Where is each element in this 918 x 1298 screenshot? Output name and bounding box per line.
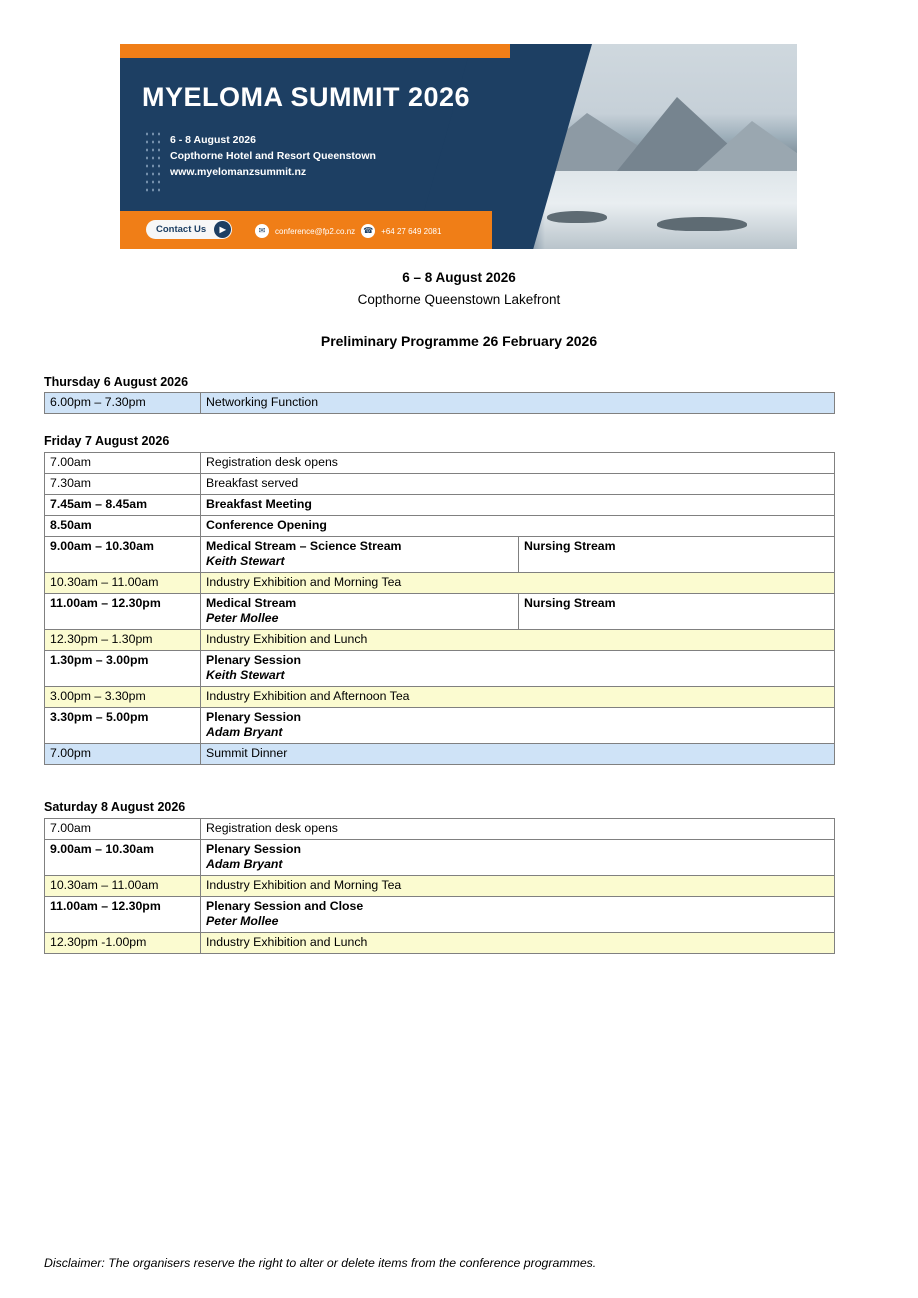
session-speaker: Adam Bryant [206,725,283,739]
session-time: 7.00am [45,819,201,840]
session-speaker: Keith Stewart [206,668,285,682]
session-title-text: Industry Exhibition and Afternoon Tea [206,689,410,703]
table-row [45,876,835,897]
table-row [45,453,835,474]
event-banner [120,44,797,249]
session-time: 10.30am – 11.00am [45,573,201,594]
session-title-text: Registration desk opens [206,821,338,835]
session-title [201,393,835,414]
session-speaker: Adam Bryant [206,857,283,871]
session-title-text: Industry Exhibition and Lunch [206,935,368,949]
table-row [45,708,835,744]
session-time: 1.30pm – 3.00pm [45,651,201,687]
session-time: 12.30pm -1.00pm [45,933,201,954]
session-title [201,537,519,573]
day-heading-saturday: Saturday 8 August 2026 [44,800,186,814]
session-title-text: Medical Stream [206,596,297,610]
banner-graphic [120,44,797,249]
session-speaker: Peter Mollee [206,914,279,928]
session-time: 7.45am – 8.45am [45,495,201,516]
contact-us-button[interactable] [146,220,232,239]
table-row [45,474,835,495]
session-title [201,744,835,765]
page-title: Preliminary Programme 26 February 2026 [320,333,598,349]
session-title-text: Registration desk opens [206,455,338,469]
session-title [201,651,835,687]
session-title-text: Industry Exhibition and Morning Tea [206,878,402,892]
table-row [45,819,835,840]
session-title-text: Breakfast served [206,476,299,490]
session-time: 11.00am – 12.30pm [45,897,201,933]
session-time: 3.00pm – 3.30pm [45,687,201,708]
session-title-text: Conference Opening [206,518,327,532]
banner-dot-pattern [144,130,164,192]
banner-contact-info [255,224,441,238]
banner-phone: +64 27 649 2081 [381,226,442,236]
session-title [201,876,835,897]
envelope-icon: ✉ [255,224,269,238]
session-time: 7.00pm [45,744,201,765]
table-row [45,630,835,651]
table-row [45,933,835,954]
day-heading-thursday: Thursday 6 August 2026 [44,375,189,389]
session-title-text: Plenary Session [206,653,302,667]
banner-detail-venue: Copthorne Hotel and Resort Queenstown [170,150,376,162]
session-title-text: Summit Dinner [206,746,288,760]
table-row [45,537,835,573]
banner-email: conference@fp2.co.nz [275,226,356,236]
session-time: 10.30am – 11.00am [45,876,201,897]
table-row [45,594,835,630]
session-title [201,708,835,744]
session-speaker: Keith Stewart [206,554,285,568]
event-venue: Copthorne Queenstown Lakefront [357,292,561,307]
session-title [201,933,835,954]
session-title-text: Medical Stream – Science Stream [206,539,402,553]
phone-icon: ☎ [361,224,375,238]
session-title [201,495,835,516]
table-row [45,840,835,876]
programme-table-friday [44,452,835,765]
programme-table-thursday [44,392,835,414]
banner-title: MYELOMA SUMMIT 2026 [142,82,471,112]
table-row [45,651,835,687]
table-row [45,744,835,765]
session-time: 8.50am [45,516,201,537]
programme-table-saturday [44,818,835,954]
session-secondary-stream: Nursing Stream [519,594,835,630]
session-title [201,630,835,651]
banner-details [170,132,376,180]
session-title [201,453,835,474]
session-speaker: Peter Mollee [206,611,279,625]
session-title [201,840,835,876]
session-time: 11.00am – 12.30pm [45,594,201,630]
session-time: 7.00am [45,453,201,474]
session-title [201,819,835,840]
session-title-text: Plenary Session [206,842,302,856]
session-title [201,897,835,933]
session-time: 3.30pm – 5.00pm [45,708,201,744]
contact-us-label: Contact Us [156,224,207,235]
session-title-text: Industry Exhibition and Morning Tea [206,575,402,589]
table-row [45,393,835,414]
session-title-text: Networking Function [206,395,319,409]
session-time: 9.00am – 10.30am [45,840,201,876]
banner-detail-dates: 6 - 8 August 2026 [170,134,256,146]
session-title-text: Breakfast Meeting [206,497,312,511]
table-row [45,516,835,537]
session-title [201,516,835,537]
session-title-text: Plenary Session and Close [206,899,364,913]
table-row [45,495,835,516]
session-time: 7.30am [45,474,201,495]
session-title [201,594,519,630]
event-dates: 6 – 8 August 2026 [402,270,516,285]
table-row [45,897,835,933]
session-time: 6.00pm – 7.30pm [45,393,201,414]
banner-top-stripe [120,44,510,58]
session-time: 9.00am – 10.30am [45,537,201,573]
table-row [45,573,835,594]
session-title [201,573,835,594]
session-title-text: Plenary Session [206,710,302,724]
session-secondary-stream: Nursing Stream [519,537,835,573]
session-title-text: Industry Exhibition and Lunch [206,632,368,646]
session-title [201,687,835,708]
play-arrow-icon: ▶ [214,221,231,238]
table-row [45,687,835,708]
session-title [201,474,835,495]
banner-detail-website: www.myelomanzsummit.nz [170,166,307,178]
disclaimer-text: Disclaimer: The organisers reserve the right to alter or delete items from the conference programmes. [44,1256,597,1270]
day-heading-friday: Friday 7 August 2026 [44,434,170,448]
session-time: 12.30pm – 1.30pm [45,630,201,651]
